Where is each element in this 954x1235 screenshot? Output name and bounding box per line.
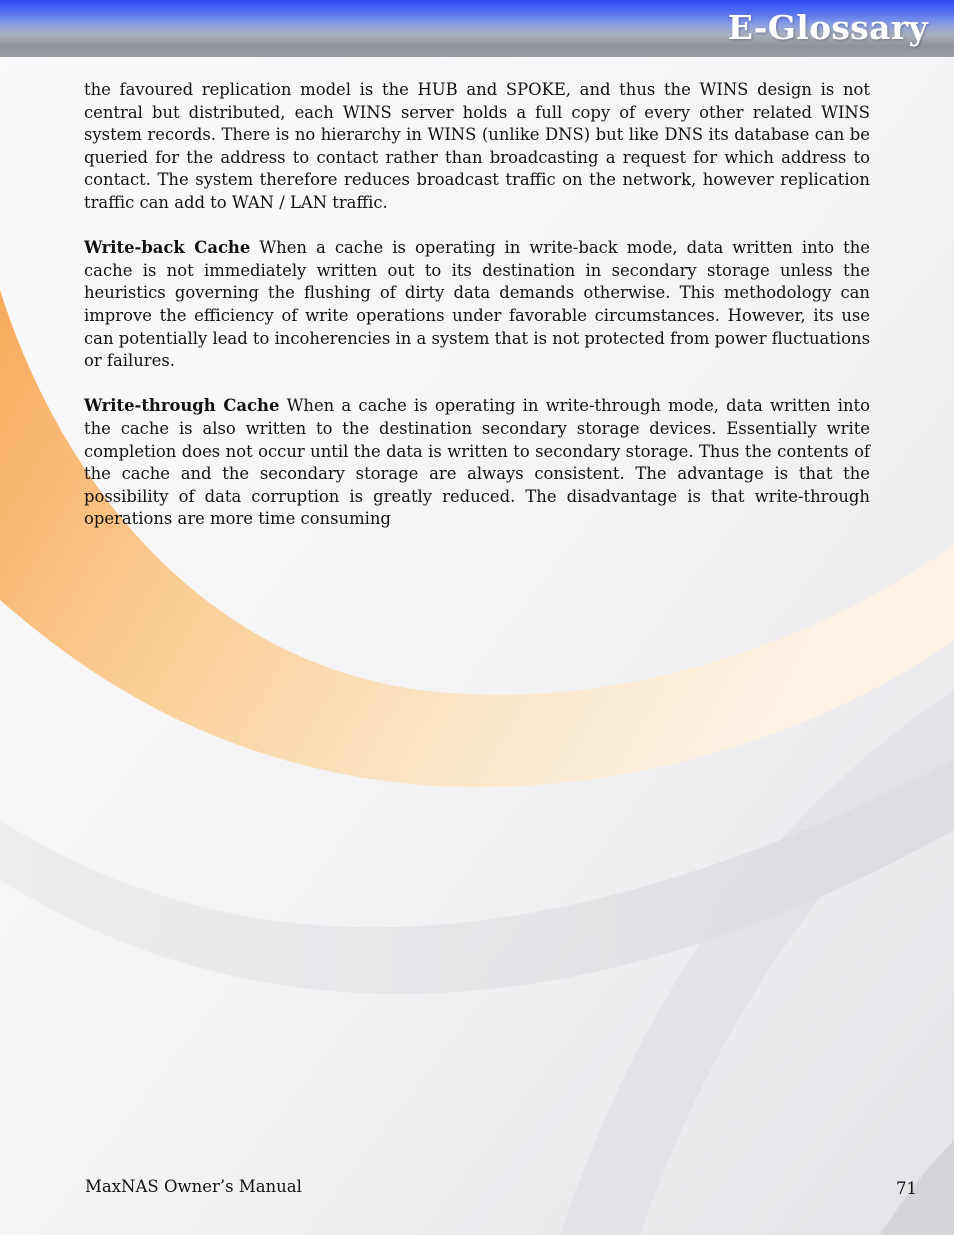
glossary-term: Write-through Cache (84, 396, 280, 416)
glossary-definition: When a cache is operating in write-back mode, data written into the cache is not immediately written out to its destination in secondary storage unless the heuristics governing the flushing of dirty data demands otherwise. This methodology can improve the efficiency of write operations under favorable circumstances. However, its use can potentially lead to incoherencies in a system that is not protected from power fluctuations or failures. (84, 238, 870, 371)
header-bar (0, 0, 954, 57)
glossary-definition: When a cache is operating in write-through mode, data written into the cache is also written to the destination secondary storage devices. Essentially write completion does not occur until the data is written to secondary storage. Thus the contents of the cache and the secondary storage are always consistent. The advantage is that the possibility of data corruption is greatly reduced. The disadvantage is that write-through operations are more time consuming (84, 396, 870, 529)
glossary-content (84, 79, 870, 553)
glossary-entry-write-through-cache (84, 395, 870, 531)
footer-manual-title: MaxNAS Owner’s Manual (85, 1177, 302, 1196)
page-number: 71 (896, 1179, 917, 1198)
page-title: E-Glossary (727, 8, 928, 47)
glossary-term: Write-back Cache (84, 238, 251, 258)
glossary-entry-write-back-cache (84, 237, 870, 373)
intro-paragraph: the favoured replication model is the HUB and SPOKE, and thus the WINS design is not central but distributed, each WINS server holds a full copy of every other related WINS system records. There is no hierarchy in WINS (unlike DNS) but like DNS its database can be queried for the address to contact rather than broadcasting a request for which address to contact. The system therefore reduces broadcast traffic on the network, however replication traffic can add to WAN / LAN traffic. (84, 80, 870, 212)
